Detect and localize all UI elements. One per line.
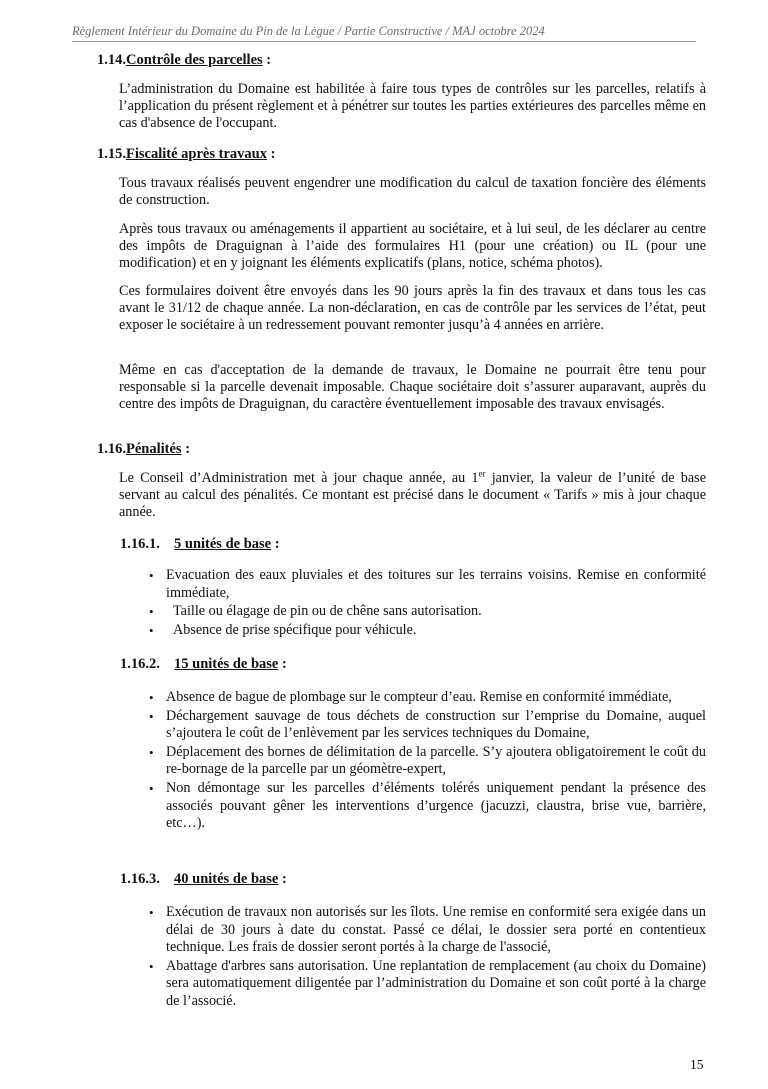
- bullet-icon: •: [149, 744, 154, 760]
- list-item: • Déchargement sauvage de tous déchets de construction sur l’emprise du Domaine, auquel s’ajoutera le coût de l’enlèvement par les services techniques du Domaine,: [149, 707, 706, 742]
- bullet-icon: •: [149, 958, 154, 974]
- section-heading-1-16: 1.16.Pénalités :: [97, 441, 191, 457]
- subsection-title: 40 unités de base: [174, 871, 279, 887]
- list-item: • Non démontage sur les parcelles d’éléments tolérés uniquement pendant la présence des associés pouvant gêner les interventions d’urgence (jacuzzi, claustra, brise vue, barrière, etc…).: [149, 779, 706, 832]
- bullet-icon: •: [149, 604, 154, 620]
- subsection-number: 1.16.3.: [120, 871, 160, 887]
- subsection-title: 5 unités de base: [174, 536, 272, 552]
- list-item: • Absence de bague de plombage sur le compteur d’eau. Remise en conformité immédiate,: [149, 689, 672, 705]
- bullet-list: [146, 904, 706, 1012]
- section-number: 1.16.: [97, 441, 126, 457]
- list-item: • Exécution de travaux non autorisés sur les îlots. Une remise en conformité sera exigée dans un délai de 30 jours à date du constat. Passé ce délai, le dossier sera porté en contentieux technique. Les frais de dossier seront portés à la charge de l'associé,: [149, 904, 706, 956]
- subsection-number: 1.16.1.: [120, 536, 160, 552]
- subsection-title: 15 unités de base: [174, 656, 279, 672]
- bullet-icon: •: [149, 708, 154, 724]
- section-heading-1-15: 1.15.Fiscalité après travaux :: [97, 146, 276, 162]
- bullet-icon: •: [149, 780, 154, 796]
- list-item: • Taille ou élagage de pin ou de chêne sans autorisation.: [149, 603, 482, 620]
- paragraph: Tous travaux réalisés peuvent engendrer une modification du calcul de taxation foncière des éléments de construction.: [119, 175, 706, 208]
- paragraph: Même en cas d'acceptation de la demande de travaux, le Domaine ne pourrait être tenu pour responsable si la parcelle devenait imposable. Chaque sociétaire doit s’assurer auparavant, auprès du centre des impôts de Draguignan, du caractère éventuellement imposable des travaux envisagés.: [119, 362, 706, 412]
- bullet-icon: •: [149, 690, 154, 705]
- subsection-heading-1-16-3: 1.16.3. 40 unités de base :: [120, 871, 287, 887]
- list-item: • Evacuation des eaux pluviales et des toitures sur les terrains voisins. Remise en conformité immédiate,: [149, 567, 706, 601]
- page-number: 15: [690, 1057, 704, 1072]
- section-title: Fiscalité après travaux: [126, 146, 267, 162]
- subsection-heading-1-16-2: 1.16.2. 15 unités de base :: [120, 656, 287, 672]
- running-header: Règlement Intérieur du Domaine du Pin de la Lègue / Partie Constructive / MAJ octobre 2024: [72, 23, 696, 42]
- bullet-icon: •: [149, 568, 154, 583]
- paragraph: L’administration du Domaine est habilitée à faire tous types de contrôles sur les parcelles, relatifs à l’application du présent règlement et à pénétrer sur toutes les parties extérieures des parcelles même en cas d'absence de l'occupant.: [119, 81, 706, 131]
- bullet-icon: •: [149, 905, 154, 920]
- paragraph: Ces formulaires doivent être envoyés dans les 90 jours après la fin des travaux et dans tous les cas avant le 31/12 de chaque année. La non-déclaration, en cas de contrôle par les services de l’état, peut exposer le sociétaire à un redressement pouvant remonter jusqu’à 4 années en arrière.: [119, 283, 706, 333]
- section-title: Contrôle des parcelles: [126, 52, 263, 68]
- section-heading-1-14: 1.14.Contrôle des parcelles :: [97, 52, 272, 68]
- paragraph: Après tous travaux ou aménagements il appartient au sociétaire, et à lui seul, de les déclarer au centre des impôts de Draguignan à l’aide des formulaires H1 (pour une création) ou IL (pour une modification) et en y joignant les éléments explicatifs (plans, notice, schéma photos).: [119, 221, 706, 271]
- section-title: Pénalités: [126, 441, 182, 457]
- paragraph: Le Conseil d’Administration met à jour chaque année, au 1er janvier, la valeur de l’unité de base servant au calcul des pénalités. Ce montant est précisé dans le document « Tarifs » mis à jour chaque année.: [119, 468, 706, 520]
- bullet-icon: •: [149, 622, 154, 638]
- bullet-list: [146, 689, 706, 834]
- list-item: • Abattage d'arbres sans autorisation. Une replantation de remplacement (au choix du Domaine) sera automatiquement diligentée par l’administration du Domaine et son coût porté à la charge de l’associé.: [149, 957, 706, 1009]
- section-number: 1.14.: [97, 52, 126, 68]
- section-number: 1.15.: [97, 146, 126, 162]
- list-item: • Déplacement des bornes de délimitation de la parcelle. S’y ajoutera obligatoirement le coût du re-bornage de la parcelle par un géomètre-expert,: [149, 743, 706, 778]
- subsection-number: 1.16.2.: [120, 656, 160, 672]
- subsection-heading-1-16-1: 1.16.1. 5 unités de base :: [120, 536, 280, 552]
- list-item: • Absence de prise spécifique pour véhicule.: [149, 621, 417, 638]
- bullet-list: [146, 567, 706, 640]
- superscript: er: [478, 468, 486, 479]
